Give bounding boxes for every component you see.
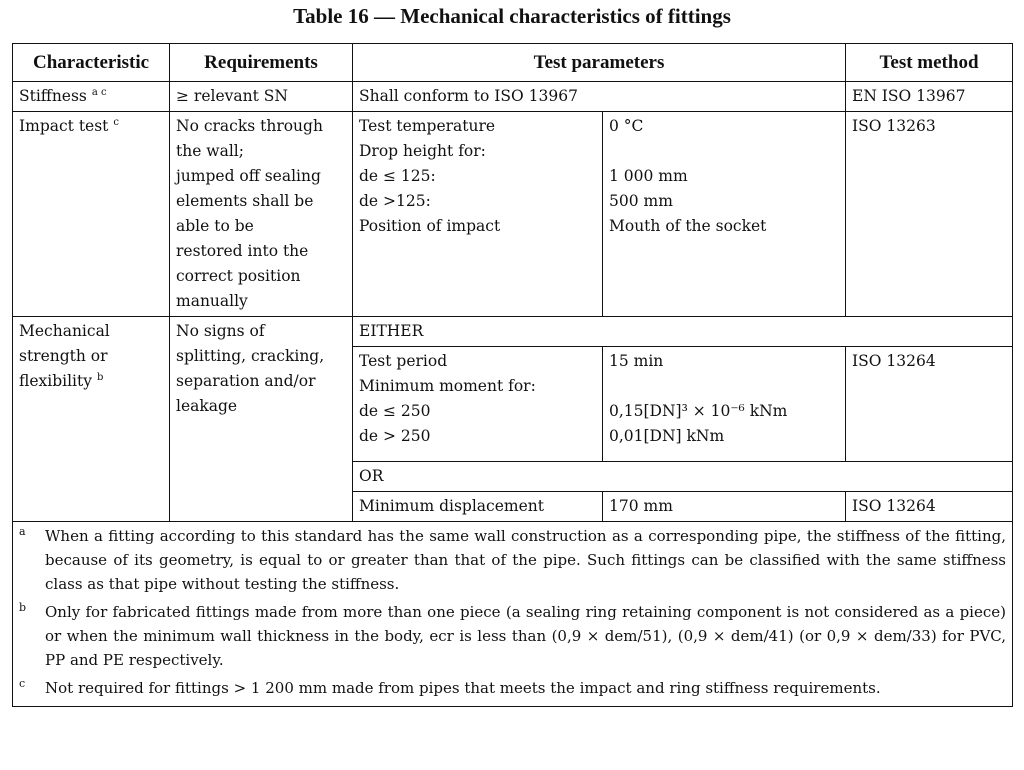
impact-requirement: No cracks through the wall; jumped off sealing elements shall be able to be restored into the correct position manually	[170, 112, 353, 317]
footnote-ref: b	[96, 371, 104, 383]
header-requirements: Requirements	[170, 44, 353, 82]
header-test-method: Test method	[846, 44, 1013, 82]
impact-label-cell: Impact test $^c$	[13, 112, 170, 317]
or-label: OR	[353, 462, 1013, 492]
mech-values: 15 min 0,15[DN]³ × 10⁻⁶ kNm 0,01[DN] kNm	[603, 347, 846, 462]
displacement-method: ISO 13264	[846, 492, 1013, 522]
header-test-parameters: Test parameters	[353, 44, 846, 82]
footnote-b: b Only for fabricated fittings made from more than one piece (a sealing ring retaining component is not considered as a piece) or when the minimum wall thickness in the body, ecr is less than (0,9 × dem/51), (0,9 × dem/41) (or 0,9 × dem/33) for PVC, PP and PE respectively.	[19, 601, 1006, 669]
footnotes-cell	[13, 522, 1013, 707]
stiffness-parameter: Shall conform to ISO 13967	[353, 82, 846, 112]
mechanical-characteristics-table	[12, 43, 1013, 707]
table-row	[13, 317, 1013, 347]
stiffness-requirement: ≥ relevant SN	[170, 82, 353, 112]
either-label: EITHER	[353, 317, 1013, 347]
table-row	[13, 82, 1013, 112]
header-row	[13, 44, 1013, 82]
impact-method: ISO 13263	[846, 112, 1013, 317]
footnote-a: a When a fitting according to this standard has the same wall construction as a corresponding pipe, the stiffness of the fitting, because of its geometry, is equal to or greater than that of the pipe. Such fittings can be classified with the same stiffness class as that pipe without testing the stiffness.	[19, 525, 1006, 593]
mech-requirement: No signs of splitting, cracking, separation and/or leakage	[170, 317, 353, 522]
mech-method: ISO 13264	[846, 347, 1013, 462]
impact-params: Test temperature Drop height for: de ≤ 125: de >125: Position of impact	[353, 112, 603, 317]
impact-values: 0 °C 1 000 mm 500 mm Mouth of the socket	[603, 112, 846, 317]
displacement-param: Minimum displacement	[353, 492, 603, 522]
footnote-c: c Not required for fittings > 1 200 mm made from pipes that meets the impact and ring stiffness requirements.	[19, 677, 881, 697]
stiffness-method: EN ISO 13967	[846, 82, 1013, 112]
footnote-ref: c	[113, 116, 119, 128]
footnote-ref: a c	[91, 86, 107, 98]
mech-label-cell: Mechanical strength or flexibility $^b$	[13, 317, 170, 522]
table-row	[13, 112, 1013, 317]
mech-params: Test period Minimum moment for: de ≤ 250 de > 250	[353, 347, 603, 462]
stiffness-label-cell: Stiffness $^{a c}$	[13, 82, 170, 112]
footnotes-row	[13, 522, 1013, 707]
displacement-value: 170 mm	[603, 492, 846, 522]
table-title: Table 16 — Mechanical characteristics of fittings	[293, 4, 731, 28]
header-characteristic: Characteristic	[13, 44, 170, 82]
